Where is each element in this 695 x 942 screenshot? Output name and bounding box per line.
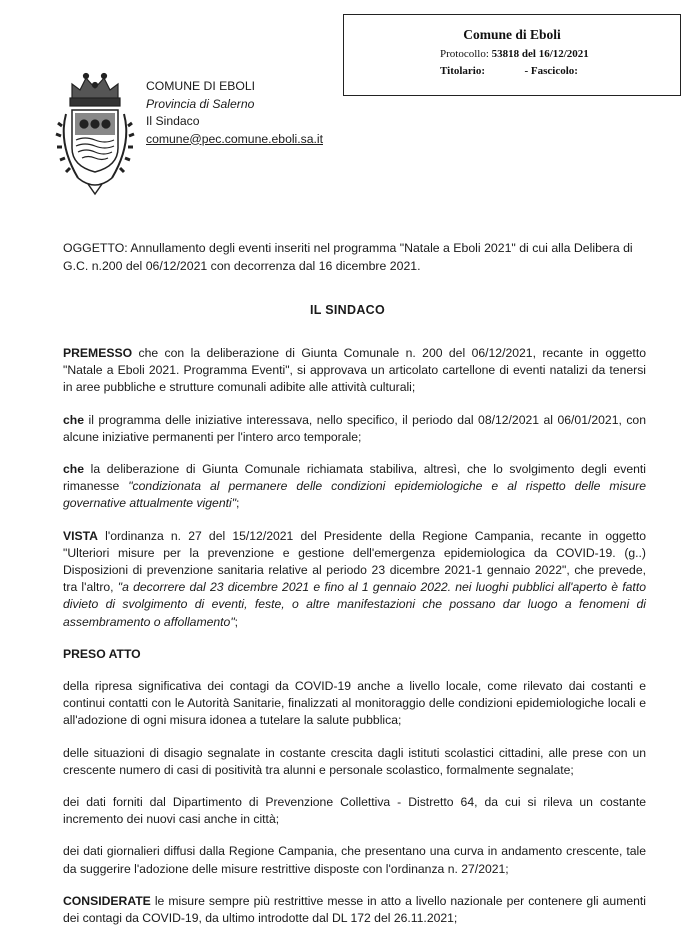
premesso-text: che con la deliberazione di Giunta Comunale n. 200 del 06/12/2021, recante in oggetto "Natale a Eboli 2021. Programma Eventi", si approvava un articolato cartellone di eventi natalizi da tenersi in aree pubbliche e strutture comunali adibite alle attività culturali; bbox=[63, 346, 646, 395]
vista-text: l'ordinanza n. 27 del 15/12/2021 del Presidente della Regione Campania, recante in oggetto "Ulteriori misure per la prevenzione e gestione dell'emergenza epidemiologica da COVID-19. (g..) Disposizioni di prevenzione sanitaria relative al periodo 23 dicembre 2021-1 gennaio 2022", che prevede, tra l'altro, bbox=[63, 528, 646, 595]
che-paragraph-2 bbox=[63, 461, 646, 513]
protocol-label: Protocollo: bbox=[440, 48, 489, 60]
che-lead-2: che bbox=[63, 462, 85, 477]
sender-role: Il Sindaco bbox=[146, 114, 200, 128]
protocol-value: 53818 del 16/12/2021 bbox=[491, 48, 589, 60]
list-item: della ripresa significativa dei contagi da COVID-19 anche a livello locale, come rilevato dai costanti e continui contatti con le Autorità Sanitarie, finalizzati al monitoraggio delle condizioni epidemiologiche locali e all'adozione di ogni misura idonea a tutelare la salute pubblica; bbox=[63, 679, 646, 728]
che-tail-2: ; bbox=[236, 496, 240, 511]
vista-lead: VISTA bbox=[63, 528, 98, 543]
provincia: Provincia di Salerno bbox=[146, 96, 255, 111]
letterhead bbox=[146, 78, 323, 148]
list-item: delle situazioni di disagio segnalate in costante crescita dagli istituti scolastici cittadini, alle prese con un crescente numero di casi di positività tra alunni e personale scolastico, formalmente segnalate; bbox=[63, 745, 646, 777]
vista-quote: "a decorrere dal 23 dicembre 2021 e fino al 1 gennaio 2022. nei luoghi pubblici all'aperto è fatto divieto di svolgimento di eventi, feste, o altre manifestazioni che possano dar luogo a fenomeni di assembramento o affollamento" bbox=[63, 580, 646, 629]
preso-atto-heading: PRESO ATTO bbox=[63, 646, 141, 661]
che-paragraph-1 bbox=[63, 412, 646, 446]
document-body bbox=[63, 345, 646, 942]
vista-tail: ; bbox=[234, 614, 239, 629]
stamp-titolario-line bbox=[440, 65, 578, 77]
subject-line: OGGETTO: Annullamento degli eventi inseriti nel programma "Natale a Eboli 2021" di cui alla Delibera di G.C. n.200 del 06/12/2021 con decorrenza dal 16 dicembre 2021. bbox=[63, 241, 633, 273]
considerate-lead: CONSIDERATE bbox=[63, 893, 151, 908]
comune-name: COMUNE DI EBOLI bbox=[146, 79, 256, 93]
coat-of-arms-emblem bbox=[50, 70, 140, 198]
list-item: dei dati giornalieri diffusi dalla Regione Campania, che presentano una curva in andamento crescente, tale da suggerire l'adozione delle misure restrittive disposte con l'ordinanza n. 27/2021; bbox=[63, 844, 646, 876]
vista-paragraph bbox=[63, 528, 646, 631]
fascicolo-label: - Fascicolo: bbox=[524, 65, 578, 77]
document-heading: IL SINDACO bbox=[310, 303, 385, 317]
premesso-paragraph bbox=[63, 345, 646, 397]
list-item: dei dati forniti dal Dipartimento di Prevenzione Collettiva - Distretto 64, da cui si rileva un costante incremento dei nuovi casi anche in città; bbox=[63, 795, 646, 827]
che-text-1: il programma delle iniziative interessava, nello specifico, il periodo dal 08/12/2021 al 06/01/2021, con alcune iniziative permanenti per l'intero arco temporale; bbox=[63, 412, 646, 444]
che-text-2: la deliberazione di Giunta Comunale richiamata stabiliva, altresì, che lo svolgimento degli eventi rimanesse bbox=[63, 462, 646, 494]
considerate-text: le misure sempre più restrittive messe in atto a livello nazionale per contenere gli aumenti dei contagi da COVID-19, da ultimo introdotte dal DL 172 del 26.11.2021; bbox=[63, 893, 646, 926]
stamp-protocol-line bbox=[440, 48, 589, 60]
titolario-label: Titolario: bbox=[440, 65, 486, 77]
stamp-title: Comune di Eboli bbox=[463, 27, 561, 42]
considerate-paragraph bbox=[63, 893, 646, 927]
protocol-stamp bbox=[343, 14, 681, 96]
pec-email-link[interactable]: comune@pec.comune.eboli.sa.it bbox=[146, 131, 323, 146]
che-lead-1: che bbox=[63, 412, 85, 427]
premesso-lead: PREMESSO bbox=[63, 346, 133, 360]
preso-atto-list bbox=[63, 678, 646, 878]
che-quote-2: "condizionata al permanere delle condizioni epidemiologiche e al rispetto delle misure governative attualmente vigenti" bbox=[63, 479, 646, 511]
